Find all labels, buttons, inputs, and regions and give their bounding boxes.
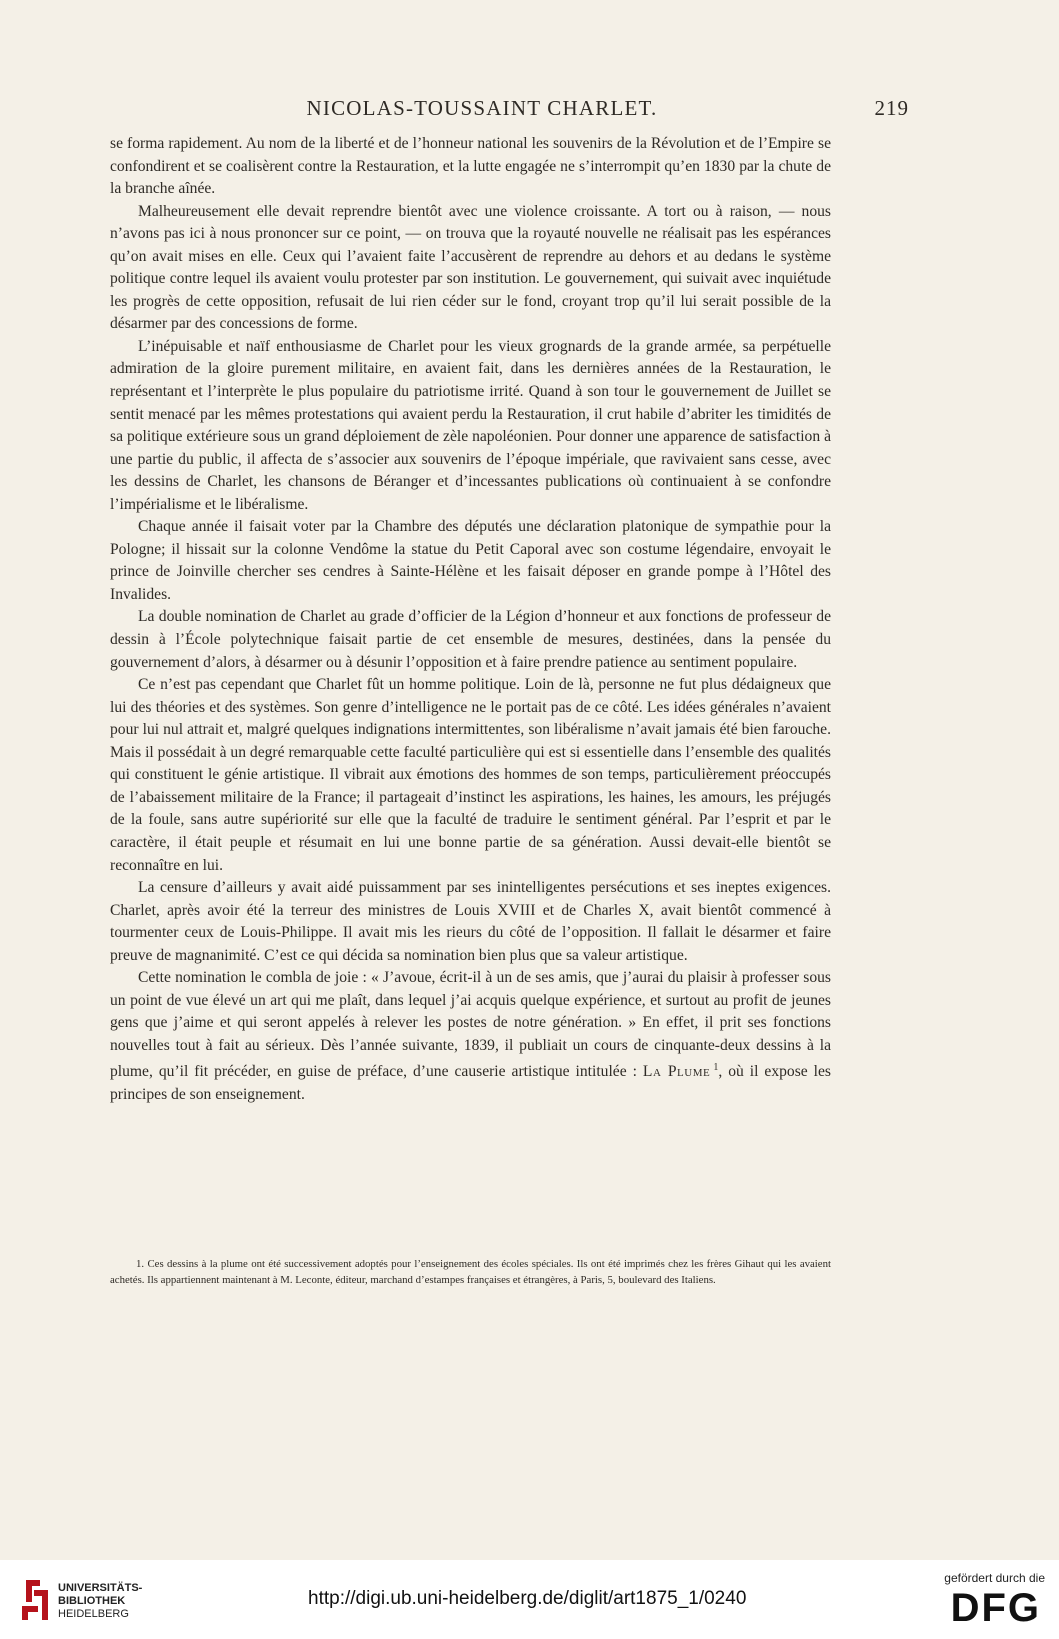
- library-name-line-1: UNIVERSITÄTS-: [58, 1582, 143, 1594]
- footnote-reference[interactable]: 1: [713, 1062, 719, 1074]
- paragraph-4: Chaque année il faisait voter par la Chambre des députés une déclaration platonique de sympathie pour la Pologne; il hissait sur la colonne Vendôme la statue du Petit Caporal avec son costume légendaire, envoyait le prince de Joinville chercher ses cendres à Sainte-Hélène et les faisait déposer en grande pompe à l’Hôtel des Invalides.: [110, 518, 831, 603]
- paragraph-8: [110, 967, 831, 1106]
- paragraph-6: Ce n’est pas cependant que Charlet fût un homme politique. Loin de là, personne ne fut plus dédaigneux que lui des théories et des systèmes. Son genre d’intelligence ne le portait pas de ce côté. Les idées générales n’avaient pour lui nul attrait et, malgré quelques indignations intermittentes, son libéralisme n’avait jamais été bien farouche. Mais il possédait à un degré remarquable cette faculté particulière qui est si essentielle dans l’ensemble des qualités qui constituent le génie artistique. Il vibrait aux émotions des hommes de son temps, particulièrement préoccupés de l’abaissement militaire de la France; il partageait d’instinct les aspirations, les haines, les amours, les préjugés de la foule, sans autre supériorité sur elle que la faculté de traduire le sentiment général. Par l’esprit et par le caractère, il était peuple et résumait en lui une bonne partie de sa génération. Aussi devait-elle bientôt se reconnaître en lui.: [110, 676, 831, 874]
- library-name-line-2: BIBLIOTHEK: [58, 1595, 126, 1607]
- article-body: [110, 133, 831, 1107]
- digitization-footer: [0, 1560, 1059, 1639]
- paragraph-3: L’inépuisable et naïf enthousiasme de Charlet pour les vieux grognards de la grande armée, sa perpétuelle admiration de la gloire purement militaire, en avaient fait, dans les dernières années de la Restauration, le représentant et l’interprète le plus populaire du patriotisme irrité. Quand à son tour le gouvernement de Juillet se sentit menacé par les mêmes protestations qui avaient perdu la Restauration, il crut habile d’abriter les timidités de sa politique extérieure sous un grand déploiement de zèle napoléonien. Pour donner une apparence de satisfaction à une partie du public, il affecta de s’associer aux souvenirs de l’époque impériale, que ravivaient sans cesse, avec les dessins de Charlet, les chansons de Béranger et d’incessantes publications où continuaient à se confondre l’impérialisme et le libéralisme.: [110, 337, 831, 513]
- paragraph-8-text-start: Cette nomination le combla de joie : « J’avoue, écrit-il à un de ses amis, que j’aurai du plaisir à professer sous un point de vue élevé un art qui me plaît, dans lequel j’ai acquis quelque expérience, et surtout au profit de jeunes gens que j’aime et qui seront appelés à relever les postes de notre génération. » En effet, il prit ses fonctions nouvelles tout à fait au sérieux. Dès l’année suivante, 1839, il publiait un cours de cinquante-deux dessins à la plume, qu’il fit précéder, en guise de préface, d’une causerie artistique intitulée :: [110, 969, 831, 1081]
- dfg-logo[interactable]: DFG: [950, 1586, 1041, 1630]
- paragraph-1: se forma rapidement. Au nom de la liberté et de l’honneur national les souvenirs de la Révolution et de l’Empire se confondirent et se coalisèrent contre la Restauration, et la lutte engagée ne s’interrompit qu’en 1830 par la chute de la branche aînée.: [110, 135, 831, 198]
- footnote-1: 1. Ces dessins à la plume ont été successivement adoptés pour l’enseignement des écoles spéciales. Ils ont été imprimés chez les frères Gihaut qui les avaient achetés. Ils appartiennent maintenant à M. Leconte, éditeur, marchand d’estampes françaises et étrangères, à Paris, 5, boulevard des Italiens.: [110, 1258, 831, 1287]
- funding-caption: gefördert durch die: [944, 1571, 1045, 1585]
- paragraph-2: Malheureusement elle devait reprendre bientôt avec une violence croissante. A tort ou à raison, — nous n’avons pas ici à nous prononcer sur ce point, — on trouva que la royauté nouvelle ne réalisait pas les espérances qu’on avait mises en elle. Ceux qui l’avaient faite l’accusèrent de reprendre au dehors et au dedans le système politique contre lequel ils avaient voulu protester par son institution. Le gouvernement, qui suivait avec inquiétude les progrès de cette opposition, refusait de lui rien céder sur le fond, croyant trop qu’il lui serait possible de la désarmer par des concessions de forme.: [110, 202, 831, 333]
- paragraph-8-text-end: , où il expose les principes de son enseignement.: [110, 1063, 831, 1104]
- page-number: 219: [874, 96, 909, 120]
- footnote: [110, 1256, 831, 1289]
- running-title: NICOLAS-TOUSSAINT CHARLET.: [306, 96, 658, 120]
- page-header: [110, 96, 909, 122]
- book-title-la-plume: La Plume: [642, 1063, 711, 1081]
- permalink-url[interactable]: http://digi.ub.uni-heidelberg.de/diglit/art1875_1/0240: [308, 1588, 747, 1609]
- library-name-line-3: HEIDELBERG: [58, 1608, 129, 1620]
- library-name: [58, 1582, 142, 1621]
- paragraph-5: La double nomination de Charlet au grade d’officier de la Légion d’honneur et aux fonctions de professeur de dessin à l’École polytechnique faisait partie de cet ensemble de mesures, destinées, dans la pensée du gouvernement d’alors, à désarmer ou à désunir l’opposition et à faire prendre patience au sentiment populaire.: [110, 608, 831, 671]
- ub-heidelberg-logo-icon[interactable]: [18, 1576, 54, 1624]
- paragraph-7: La censure d’ailleurs y avait aidé puissamment par ses inintelligentes persécutions et ses ineptes exigences. Charlet, après avoir été la terreur des ministres de Louis XVIII et de Charles X, avait bientôt commencé à tourmenter ceux de Louis-Philippe. Il avait mis les rieurs du côté de l’opposition. Il fallait le désarmer et faire preuve de magnanimité. C’est ce qui décida sa nomination bien plus que sa valeur artistique.: [110, 879, 831, 964]
